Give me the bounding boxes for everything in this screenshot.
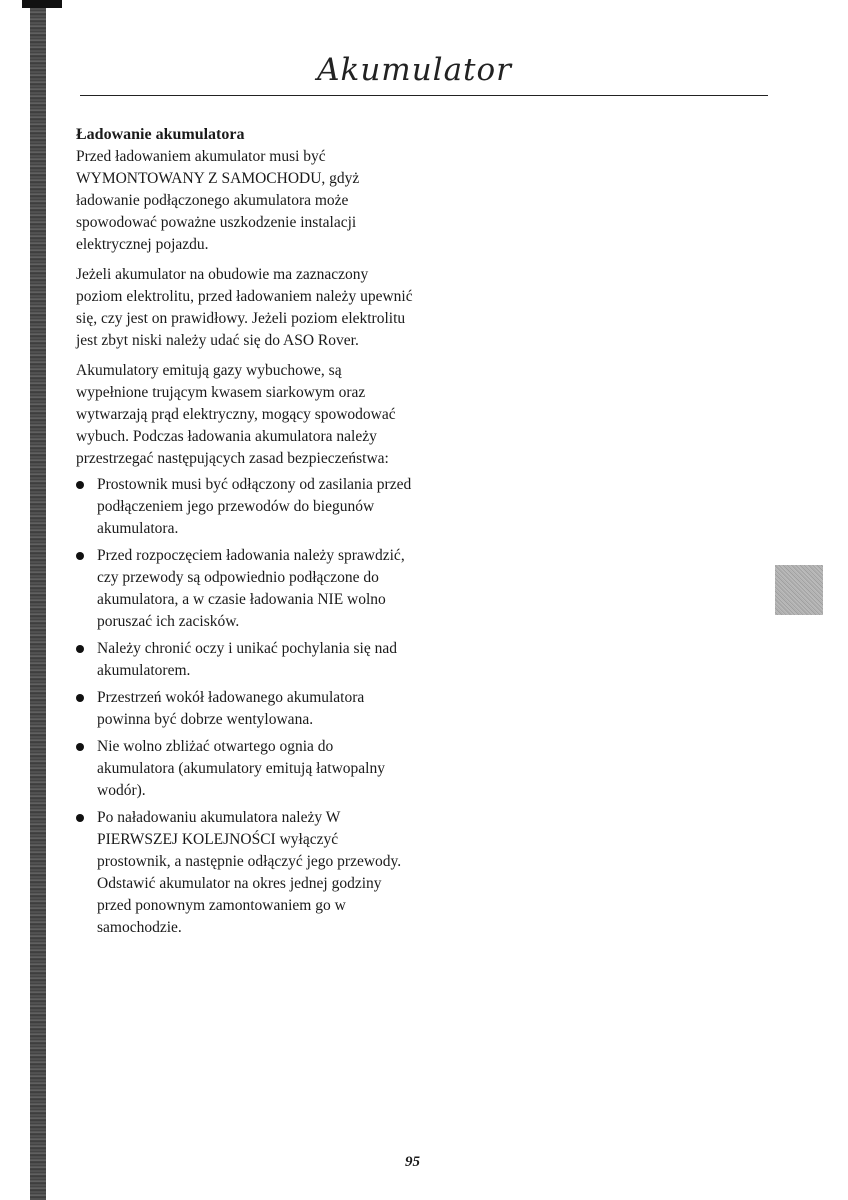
scan-binding-top [22,0,62,8]
paragraph-safety-intro: Akumulatory emitują gazy wybuchowe, są wypełnione trującym kwasem siarkowym oraz wytwarzają prąd elektryczny, mogący spowodować wybuch. Podczas ładowania akumulatora należy przestrzegać następujących zasad bezpieczeństwa: [76,362,396,467]
list-item [76,545,414,633]
list-item-text: Nie wolno zbliżać otwartego ognia do akumulatora (akumulatory emitują łatwopalny wodór). [97,738,385,799]
bullet-icon [76,481,84,489]
page-number: 95 [405,1154,420,1170]
list-item-text: Po naładowaniu akumulatora należy W PIERWSZEJ KOLEJNOŚCI wyłączyć prostownik, a następnie odłączyć jego przewody. Odstawić akumulator na okres jednej godziny przed ponownym zamontowaniem go w samochodzie. [97,809,402,936]
list-item-text: Należy chronić oczy i unikać pochylania się nad akumulatorem. [97,640,397,679]
paragraph-removal-notice: Przed ładowaniem akumulator musi być WYMONTOWANY Z SAMOCHODU, gdyż ładowanie podłączonego akumulatora może spowodować poważne uszkodzenie instalacji elektrycznej pojazdu. [76,148,360,253]
chapter-thumb-tab [775,565,823,615]
list-item [76,474,414,540]
list-item [76,687,414,731]
bullet-icon [76,552,84,560]
list-item-text: Przestrzeń wokół ładowanego akumulatora powinna być dobrze wentylowana. [97,689,365,728]
list-item [76,807,414,939]
bullet-icon [76,645,84,653]
bullet-icon [76,694,84,702]
safety-rules-list [76,474,414,939]
main-content [76,124,414,944]
list-item-text: Przed rozpoczęciem ładowania należy sprawdzić, czy przewody są odpowiednio podłączone do akumulatora, a w czasie ładowania NIE wolno poruszać ich zacisków. [97,547,405,630]
bullet-icon [76,814,84,822]
chapter-title: Akumulator [317,52,512,88]
header-rule [80,95,768,96]
section-heading: Ładowanie akumulatora [76,126,245,143]
list-item-text: Prostownik musi być odłączony od zasilania przed podłączeniem jego przewodów do biegunów akumulatora. [97,476,412,537]
bullet-icon [76,743,84,751]
paragraph-electrolyte-level: Jeżeli akumulator na obudowie ma zaznaczony poziom elektrolitu, przed ładowaniem należy upewnić się, czy jest on prawidłowy. Jeżeli poziom elektrolitu jest zbyt niski należy udać się do ASO Rover. [76,266,413,349]
scan-binding-edge [30,0,46,1200]
list-item [76,638,414,682]
list-item [76,736,414,802]
